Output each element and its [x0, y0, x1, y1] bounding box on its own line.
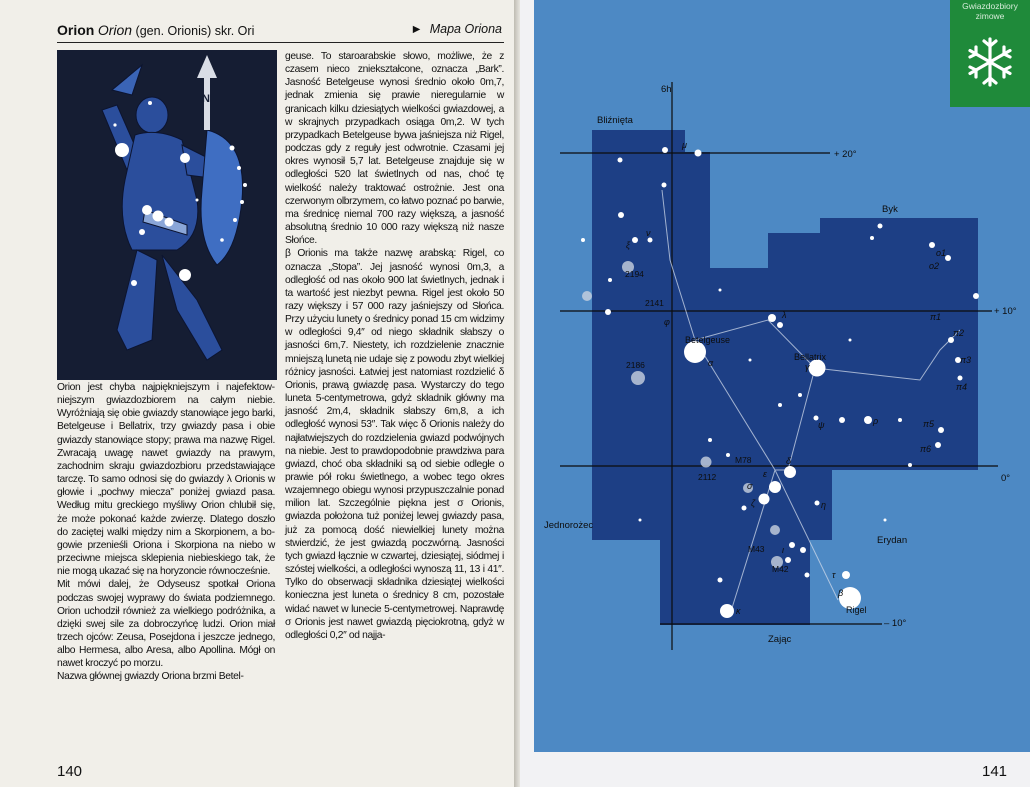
greek-label: λ [782, 310, 787, 320]
greek-label: π5 [923, 419, 935, 429]
tab-title: Gwiazdozbiory [962, 1, 1018, 11]
greek-label: δ [786, 456, 792, 466]
paragraph: geuse. To staroarabskie słowo, możliwe, że z czasem nieco zniekształcone, oznacza „Bark”. Jasność Betelgeuse wynosi średnio około 0m,7, jednak zmienia się prawie nieregularnie w granicach kilku dziesiątych wielkości gwiazdowej, a w skrajnych przypadkach osiąga 0m,2. W tych przypadkach Betelgeuse bywa jaśniejsza niż Rigel, podczas gdy z reguły jest odwrotnie. Czasami jej okres wynosił 5,7 lat. Betelgeuse znajduje się w odległości 520 lat świetlnych od nas, choć tę wielkość należy traktować ostrożnie. Jest ona czerwonym olbrzymem, co łatwo poznać po barwie, ma średnicę niemal 700 razy większą, a jasność absolutną średnio 10 000 razy większą niż nasze Słońce. [285, 51, 504, 247]
page-number: 141 [982, 763, 1008, 780]
greek-label: κ [736, 606, 741, 616]
section-tab [950, 0, 1030, 107]
map-reference [410, 22, 502, 36]
greek-label: ι [782, 545, 784, 555]
catalog-label: 2141 [645, 298, 664, 308]
orion-illustration [57, 50, 277, 380]
greek-label: ο2 [929, 261, 940, 271]
neighbor-label: Byk [882, 204, 898, 215]
catalog-label: M78 [735, 455, 752, 465]
abbreviation: skr. Ori [214, 24, 255, 38]
greek-label: τ [832, 570, 836, 580]
orion-hunter-figure-icon [57, 50, 277, 380]
greek-label: μ [682, 140, 687, 150]
page-header [57, 22, 504, 43]
page-number: 140 [57, 763, 83, 780]
neighbor-label: Erydan [877, 535, 908, 546]
catalog-label: M43 [748, 544, 765, 554]
constellation-area [592, 130, 978, 625]
catalog-label: M42 [772, 564, 789, 574]
greek-label: ζ [751, 498, 756, 508]
greek-label: π3 [960, 355, 972, 365]
constellation-name: Orion [57, 22, 95, 38]
orion-star-map [520, 0, 1030, 787]
greek-label: ξ [626, 240, 631, 250]
greek-label: γ [805, 362, 810, 372]
dec-label-10: + 10° [994, 306, 1017, 317]
greek-label: π1 [930, 312, 942, 322]
map-link: Mapa Oriona [429, 22, 502, 36]
greek-label: η [821, 500, 826, 510]
greek-label: β [838, 588, 844, 598]
greek-label: ρ [873, 416, 879, 426]
neighbor-label: Zając [768, 634, 792, 645]
greek-label: π2 [953, 328, 965, 338]
greek-label: φ [664, 317, 670, 327]
greek-label: σ [747, 481, 753, 491]
constellation-latin-name: Orion [97, 22, 133, 38]
neighbor-label: Jednorożec [544, 520, 594, 531]
dec-label-0: 0° [1001, 473, 1011, 484]
ra-label: 6h [661, 84, 672, 95]
paragraph: Nazwa głównej gwiazdy Oriona brzmi Betel- [57, 671, 244, 683]
greek-label: ψ [818, 420, 825, 430]
star-name: Bellatrix [794, 352, 827, 362]
right-page [520, 0, 1030, 787]
star-name: Rigel [846, 605, 867, 615]
north-label: N [202, 93, 210, 105]
dec-label-minus10: – 10° [884, 618, 907, 629]
arrow-icon: ► [410, 22, 423, 36]
text-column-right [285, 50, 504, 642]
catalog-label: 2194 [625, 269, 644, 279]
paragraph: Orion jest chyba najpiękniejszym i najefektowniejszym gwiazdozbiorem na całym niebie. Wyróżniają się obie gwiazdy stanowiące jego barki, Betelgeuse i Bellatrix, trzy gwiazdy pasa i obie gwiazdy stanowiące stopy; prawa ma nazwę Rigel. Zwracają uwagę nawet gwiazdy na prawym, zachodnim skraju gwiazdozbioru przedstawiające tarczę. To samo odnosi się do gwiazdy λ Orionis w głowie i „pochwy miecza” poniżej gwiazd pasa. Według mitu greckiego myśliwy Orion chlubił się, że może pokonać każde zwierzę. Dlatego doszło do zaciętej walki między nim a Skorpionem, a bogowie przenieśli Oriona i Skorpiona na niebo w przeciwne miejsca sklepienia niebieskiego tak, że nie mogą ukazać się na horyzoncie równocześnie. [57, 382, 275, 578]
greek-label: ε [763, 469, 767, 479]
tab-subtitle: zimowe [975, 11, 1005, 21]
paragraph: β Orionis ma także nazwę arabską: Rigel, co oznacza „Stopa”. Jej jasność wynosi 0m,3, a odległość od nas około 900 lat świetlnych, jednak i ta wartość jest niezbyt pewna. Rigel jest około 50 razy większy i 57 000 razy jaśniejszy od Słońca. Przy użyciu lunety o średnicy ponad 15 cm widzimy w odległości 9,4″ od niego składnik słabszy o jasności 6m,7. Niestety, ich rozdzielenie znacznie mniejszą lunetą nie udaje się z powodu zbyt wielkiej różnicy jasności. Łatwiej jest natomiast rozdzielić δ Orionis, prawą gwiazdę pasa. Wystarczy do tego luneta 5-centymetrowa, gdyż składnik główny ma jasność 2m,4, składnik słabszy 6m,8, a ich odległość wynosi 53″. Tak więc δ Orionis należy do najłatwiejszych do rozdzielenia gwiazd podwójnych na niebie. Jest to prawdopodobnie prawdziwa para gwiazd, choć oba składniki są od siebie odległe o prawie pół roku świetlnego, a wobec tego okres wzajemnego obiegu wynosi przypuszczalnie ponad milion lat. Szczególnie piękna jest σ Orionis, gwiazda położona tuż poniżej lewej gwiazdy pasa, już za pomocą dość niewielkiej lunety można stwierdzić, że jest gwiazdą poczwórną. Jasności tych gwiazd łącznie w czwartej, dziesiątej, siódmej i szóstej wielkości, a odległości wynoszą 11, 13 i 41″. Tylko do obserwacji składnika dziesiątej wielkości konieczna jest luneta o średnicy 8 cm, pozostałe widać nawet w lunecie 5-centymetrowej. Naprawdę σ Orionis jest nawet gwiazdą pięciokrotną, gdyż w odległości 0,2″ od najja- [285, 248, 504, 641]
text-column-left [57, 381, 275, 684]
paragraph: Mit mówi dalej, że Odyseusz spotkał Oriona podczas swojej wyprawy do świata podziemnego. Orion uchodził również za wielkiego podróżnika, a dzięki swej sile za dobroczyńcę ludzi. Orion miał trzech ojców: Zeusa, Posejdona i jeszcze jednego, albo Hermesa, albo Aresa, albo Apollina. Mógł on nawet kroczyć po morzu. [57, 579, 275, 670]
snowflake-icon [963, 35, 1017, 89]
dec-label-20: + 20° [834, 149, 857, 160]
greek-label: ν [646, 228, 651, 238]
greek-label: π4 [956, 382, 968, 392]
greek-label: π6 [920, 444, 932, 454]
neighbor-label: Bliźnięta [597, 115, 633, 126]
genitive: (gen. Orionis) [135, 24, 212, 38]
star-name: Betelgeuse [685, 335, 731, 345]
greek-label: α [708, 358, 714, 368]
greek-label: ο1 [936, 248, 947, 258]
catalog-label: 2186 [626, 360, 645, 370]
catalog-label: 2112 [698, 472, 717, 482]
